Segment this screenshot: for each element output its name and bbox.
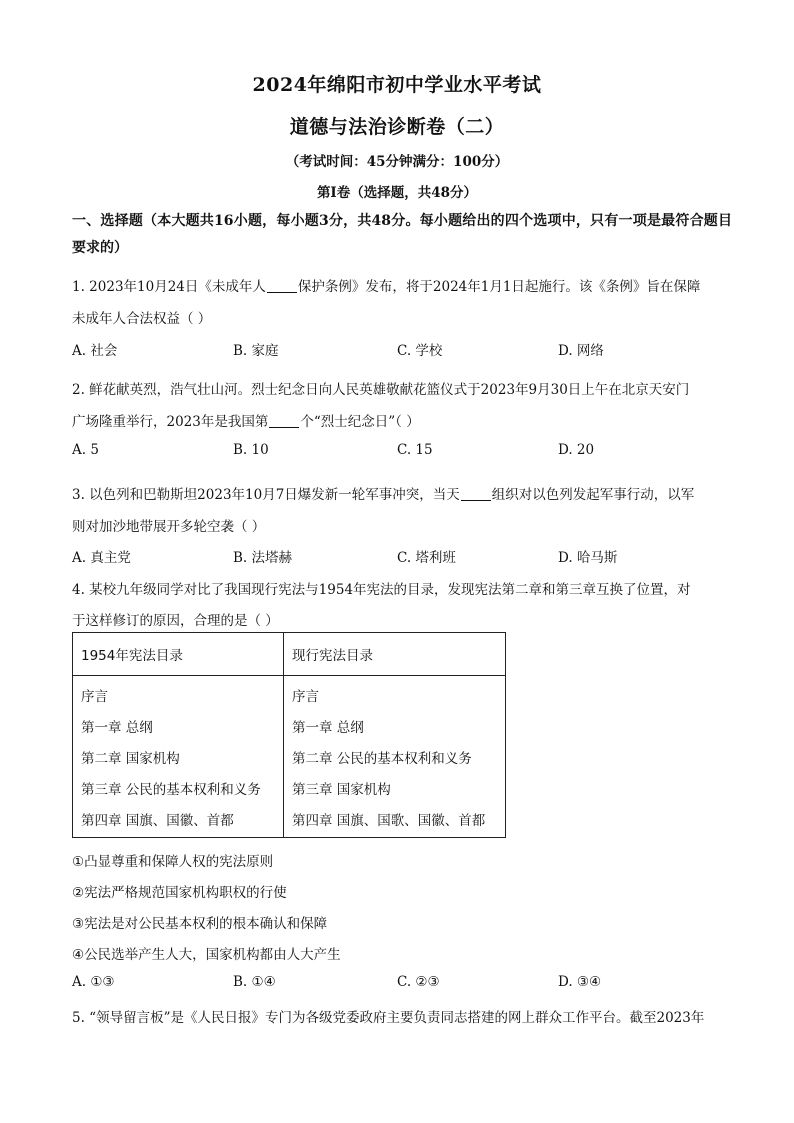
question-2-option-b: B. 10 [233,442,269,458]
table-row: 第二章 国家机构 [81,751,180,767]
question-5-line-1: 5. “领导留言板”是《人民日报》专门为各级党委政府主要负责同志搭建的网上群众工作平台。截至2023年 [72,1010,705,1026]
table-header-current: 现行宪法目录 [284,633,506,676]
question-2-option-d: D. 20 [558,442,595,458]
question-3-text-b: 组织对以色列发起军事行动，以军 [491,487,695,503]
table-body-row [73,676,506,838]
table-row: 序言 [292,689,319,705]
question-4-option-b: B. ①④ [233,974,276,990]
question-1-text-a: 1. 2023年10月24日《未成年人 [72,279,266,295]
exam-title: 2024年绵阳市初中学业水平考试 [252,74,542,96]
question-3-line-2: 则对加沙地带展开多轮空袭（ ） [72,519,266,535]
question-3-option-d: D. 哈马斯 [558,550,618,566]
question-2-option-c: C. 15 [397,442,433,458]
table-row: 第三章 公民的基本权利和义务 [81,782,261,798]
answer-blank [267,278,297,293]
question-1-option-a: A. 社会 [72,343,118,359]
question-3-text-a: 3. 以色列和巴勒斯坦2023年10月7日爆发新一轮军事冲突，当天 [72,487,460,503]
exam-info: （考试时间：45分钟满分：100分） [285,154,509,170]
question-2-text-a: 广场隆重举行，2023年是我国第 [72,414,269,430]
question-4-statement-4: ④公民选举产生人大，国家机构都由人大产生 [72,947,341,963]
table-row: 序言 [81,689,108,705]
table-header-1954: 1954年宪法目录 [73,633,284,676]
question-4-statement-2: ②宪法严格规范国家机构职权的行使 [72,885,287,901]
table-cell-1954 [73,676,284,838]
question-1-text-b: 保护条例》发布，将于2024年1月1日起施行。该《条例》旨在保障 [297,279,701,295]
table-header-row [73,633,506,676]
question-2-text-b: 个“烈士纪念日”（ ） [300,414,420,430]
table-row: 第三章 国家机构 [292,782,391,798]
question-4-option-a: A. ①③ [72,974,115,990]
question-1-line-2: 未成年人合法权益（ ） [72,311,212,327]
table-cell-current [284,676,506,838]
question-3-option-c: C. 塔利班 [397,550,456,566]
table-row: 第一章 总纲 [81,720,153,736]
question-3-option-b: B. 法塔赫 [233,550,293,566]
question-4-statement-3: ③宪法是对公民基本权利的根本确认和保障 [72,916,328,932]
table-row: 第二章 公民的基本权利和义务 [292,751,472,767]
question-3-line-1 [72,483,732,503]
question-1-option-b: B. 家庭 [233,343,279,359]
question-4-option-d: D. ③④ [558,974,602,990]
question-4-line-1: 4. 某校九年级同学对比了我国现行宪法与1954年宪法的目录，发现宪法第二章和第三章互换了位置，对 [72,582,691,598]
answer-blank [461,486,491,501]
question-2-line-1: 2. 鲜花献英烈，浩气壮山河。烈士纪念日向人民英雄敬献花篮仪式于2023年9月30日上午在北京天安门 [72,382,690,398]
question-1-option-c: C. 学校 [397,343,443,359]
table-row: 第四章 国旗、国徽、首都 [81,813,234,829]
part-title: 第I卷（选择题，共48分） [316,185,478,201]
constitution-contents-table [72,632,506,838]
question-2-line-2 [72,410,732,430]
question-4-line-2: 于这样修订的原因，合理的是（ ） [72,613,279,629]
answer-blank [269,413,299,428]
table-row: 第四章 国旗、国歌、国徽、首都 [292,813,486,829]
table-row: 第一章 总纲 [292,720,364,736]
question-1-option-d: D. 网络 [558,343,604,359]
question-2-option-a: A. 5 [72,442,99,458]
section-heading: 一、选择题（本大题共16小题，每小题3分，共48分。每小题给出的四个选项中，只有一项是最符合题目要求的） [72,213,732,256]
question-4-statement-1: ①凸显尊重和保障人权的宪法原则 [72,854,274,870]
question-1-line-1 [72,275,732,295]
question-3-option-a: A. 真主党 [72,550,131,566]
exam-subtitle: 道德与法治诊断卷（二） [289,116,505,138]
question-4-option-c: C. ②③ [397,974,440,990]
